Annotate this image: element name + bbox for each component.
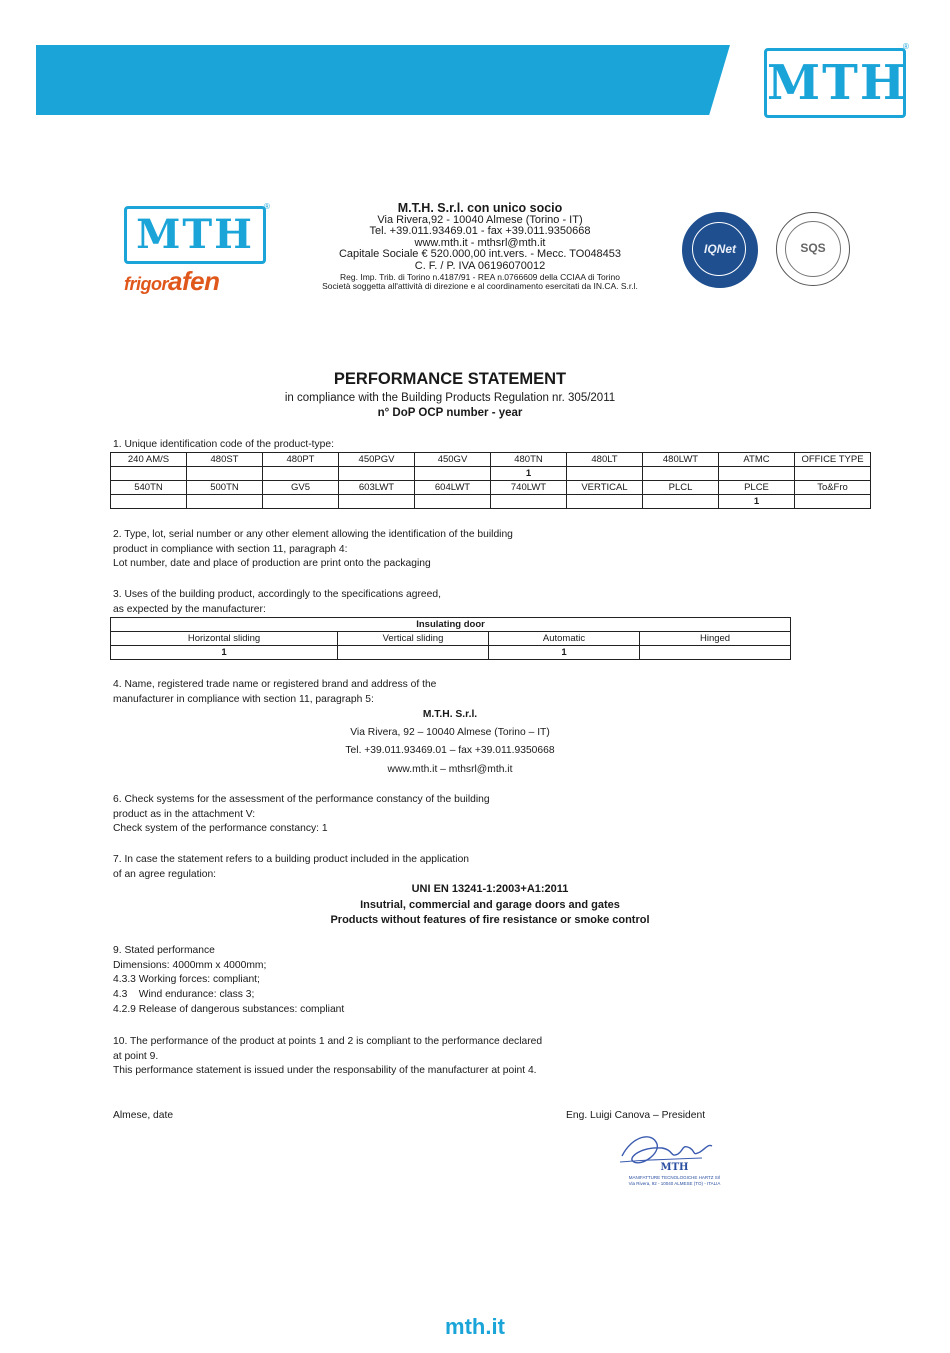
table-cell: 1 bbox=[489, 646, 640, 660]
table-cell bbox=[567, 495, 643, 509]
table-cell bbox=[187, 495, 263, 509]
table-cell: To&Fro bbox=[795, 481, 871, 495]
table-cell: 450GV bbox=[415, 453, 491, 467]
mth-logo-text: MTH bbox=[764, 48, 906, 118]
section9-line5: 4.2.9 Release of dangerous substances: compliant bbox=[113, 1003, 345, 1015]
table-cell: 740LWT bbox=[491, 481, 567, 495]
section9-line2: Dimensions: 4000mm x 4000mm; bbox=[113, 959, 267, 971]
company-info bbox=[280, 203, 680, 292]
afen-word: afen bbox=[168, 266, 220, 296]
uses-table-title: Insulating door bbox=[111, 618, 791, 632]
stamp-line2: Via Rivera, 92 - 10040 ALMESE (TO) - ITALIA bbox=[628, 1181, 721, 1186]
section4-line1: 4. Name, registered trade name or registered brand and address of the bbox=[113, 679, 437, 690]
standard-scope: Insutrial, commercial and garage doors and gates bbox=[360, 899, 620, 911]
signer-name: Eng. Luigi Canova – President bbox=[566, 1110, 706, 1121]
manufacturer-address: Via Rivera, 92 – 10040 Almese (Torino – IT) bbox=[350, 727, 550, 738]
section7-line2: of an agree regulation: bbox=[113, 868, 217, 880]
iqnet-cert-badge bbox=[682, 212, 758, 288]
table-row bbox=[111, 632, 791, 646]
cert2-text: SQS bbox=[800, 241, 826, 255]
table-cell bbox=[643, 495, 719, 509]
table-cell: 480ST bbox=[187, 453, 263, 467]
place-date: Almese, date bbox=[113, 1110, 174, 1121]
table-cell: OFFICE TYPE bbox=[795, 453, 871, 467]
table-cell: 540TN bbox=[111, 481, 187, 495]
registered-mark: ® bbox=[903, 42, 909, 51]
table-cell: PLCE bbox=[719, 481, 795, 495]
section10-line3: This performance statement is issued under the responsability of the manufacturer at point 4. bbox=[113, 1065, 537, 1077]
table-cell: Automatic bbox=[489, 632, 640, 646]
uses-table bbox=[110, 617, 791, 660]
table-row bbox=[111, 467, 871, 481]
table-cell: Horizontal sliding bbox=[111, 632, 338, 646]
table-cell bbox=[567, 467, 643, 481]
table-cell: 480LT bbox=[567, 453, 643, 467]
mth-frigorafen-logo bbox=[122, 202, 274, 298]
table-cell: Hinged bbox=[640, 632, 791, 646]
table-cell: VERTICAL bbox=[567, 481, 643, 495]
table-cell bbox=[339, 467, 415, 481]
table-cell: GV5 bbox=[263, 481, 339, 495]
doc-title: PERFORMANCE STATEMENT bbox=[333, 370, 567, 388]
table-cell bbox=[339, 495, 415, 509]
top-banner bbox=[36, 45, 730, 115]
section7-line1: 7. In case the statement refers to a building product included in the application bbox=[113, 854, 470, 865]
section2 bbox=[113, 528, 673, 572]
section3 bbox=[113, 588, 673, 617]
doc-subtitle: in compliance with the Building Products Regulation nr. 305/2011 bbox=[284, 392, 616, 404]
section3-line1: 3. Uses of the building product, accordingly to the specifications agreed, bbox=[113, 589, 441, 600]
stamp-line1: MANIFATTURE TECNOLOGICHE HARTZ Srl bbox=[628, 1175, 721, 1180]
company-web: www.mth.it - mthsrl@mth.it bbox=[414, 236, 546, 249]
section2-line1: 2. Type, lot, serial number or any other element allowing the identification of the building bbox=[113, 529, 513, 540]
section6-line3: Check system of the performance constancy: 1 bbox=[113, 823, 328, 835]
section6 bbox=[113, 793, 673, 837]
table-cell bbox=[795, 467, 871, 481]
stamp-logo: MTH bbox=[660, 1162, 689, 1173]
section1-heading: 1. Unique identification code of the product-type: bbox=[113, 439, 334, 450]
table-cell bbox=[795, 495, 871, 509]
table-cell bbox=[415, 467, 491, 481]
table-cell bbox=[640, 646, 791, 660]
table-cell bbox=[719, 467, 795, 481]
section7 bbox=[113, 853, 673, 882]
mth-logo-text-small: MTH bbox=[124, 206, 266, 264]
table-row bbox=[111, 646, 791, 660]
manufacturer-name: M.T.H. S.r.l. bbox=[422, 709, 478, 720]
section9 bbox=[113, 944, 673, 1018]
sqs-cert-badge bbox=[776, 212, 850, 286]
table-cell: 480TN bbox=[491, 453, 567, 467]
table-cell: 500TN bbox=[187, 481, 263, 495]
table-cell: 480PT bbox=[263, 453, 339, 467]
section3-line2: as expected by the manufacturer: bbox=[113, 603, 266, 615]
table-row bbox=[111, 618, 791, 632]
table-cell bbox=[263, 467, 339, 481]
table-cell bbox=[111, 467, 187, 481]
table-cell bbox=[643, 467, 719, 481]
table-cell: 450PGV bbox=[339, 453, 415, 467]
table-cell bbox=[111, 495, 187, 509]
table-cell bbox=[415, 495, 491, 509]
section10-line2: at point 9. bbox=[113, 1050, 159, 1062]
company-vat: C. F. / P. IVA 06196070012 bbox=[414, 259, 546, 272]
table-cell: 1 bbox=[491, 467, 567, 481]
standard-code: UNI EN 13241-1:2003+A1:2011 bbox=[411, 883, 569, 895]
table-row bbox=[111, 453, 871, 467]
table-cell: 480LWT bbox=[643, 453, 719, 467]
table-cell: PLCL bbox=[643, 481, 719, 495]
cert1-text: IQNet bbox=[703, 242, 736, 256]
table-row bbox=[111, 495, 871, 509]
table-cell bbox=[491, 495, 567, 509]
manufacturer-phone: Tel. +39.011.93469.01 – fax +39.011.9350668 bbox=[345, 745, 555, 756]
company-address: Via Rivera,92 - 10040 Almese (Torino - IT) bbox=[377, 213, 583, 226]
table-cell: 1 bbox=[719, 495, 795, 509]
table-cell bbox=[187, 467, 263, 481]
mth-logo-top bbox=[762, 42, 910, 118]
section4 bbox=[113, 678, 673, 707]
section2-line3: Lot number, date and place of production are print onto the packaging bbox=[113, 558, 431, 570]
stamp-text bbox=[612, 1175, 737, 1187]
table-cell: 604LWT bbox=[415, 481, 491, 495]
table-cell: 1 bbox=[111, 646, 338, 660]
company-capital: Capitale Sociale € 520.000,00 int.vers. - Mecc. TO048453 bbox=[338, 248, 622, 261]
company-name: M.T.H. S.r.l. con unico socio bbox=[397, 201, 563, 215]
table-cell bbox=[263, 495, 339, 509]
table-row bbox=[111, 481, 871, 495]
table-cell: Vertical sliding bbox=[338, 632, 489, 646]
section6-line1: 6. Check systems for the assessment of the performance constancy of the building bbox=[113, 794, 490, 805]
section10-line1: 10. The performance of the product at points 1 and 2 is compliant to the performance declared bbox=[113, 1036, 543, 1047]
doc-number: n° DoP OCP number - year bbox=[377, 407, 523, 419]
section2-line2: product in compliance with section 11, paragraph 4: bbox=[113, 543, 348, 555]
company-phone: Tel. +39.011.93469.01 - fax +39.011.9350668 bbox=[369, 225, 591, 238]
section4-line2: manufacturer in compliance with section 11, paragraph 5: bbox=[113, 693, 374, 705]
section10 bbox=[113, 1035, 673, 1079]
table-cell: 240 AM/S bbox=[111, 453, 187, 467]
company-reg: Reg. Imp. Trib. di Torino n.4187/91 - REA n.0766609 della CCIAA di Torino bbox=[340, 271, 620, 282]
footer-url[interactable]: mth.it bbox=[445, 1314, 505, 1339]
product-type-table bbox=[110, 452, 871, 509]
frigorafen-wordmark bbox=[124, 266, 219, 297]
table-cell: ATMC bbox=[719, 453, 795, 467]
section9-line1: 9. Stated performance bbox=[113, 945, 215, 956]
frigor-word: frigor bbox=[124, 274, 168, 294]
manufacturer-web: www.mth.it – mthsrl@mth.it bbox=[387, 764, 513, 775]
section9-line4: 4.3 Wind endurance: class 3; bbox=[113, 989, 255, 1001]
table-cell: 603LWT bbox=[339, 481, 415, 495]
table-cell bbox=[338, 646, 489, 660]
standard-exclusion: Products without features of fire resistance or smoke control bbox=[330, 914, 650, 926]
section6-line2: product as in the attachment V: bbox=[113, 808, 256, 820]
company-society: Società soggetta all'attività di direzione e al coordinamento esercitati da IN.CA. S.r.l. bbox=[322, 281, 638, 292]
section9-line3: 4.3.3 Working forces: compliant; bbox=[113, 974, 260, 986]
registered-mark-small: ® bbox=[264, 202, 270, 211]
